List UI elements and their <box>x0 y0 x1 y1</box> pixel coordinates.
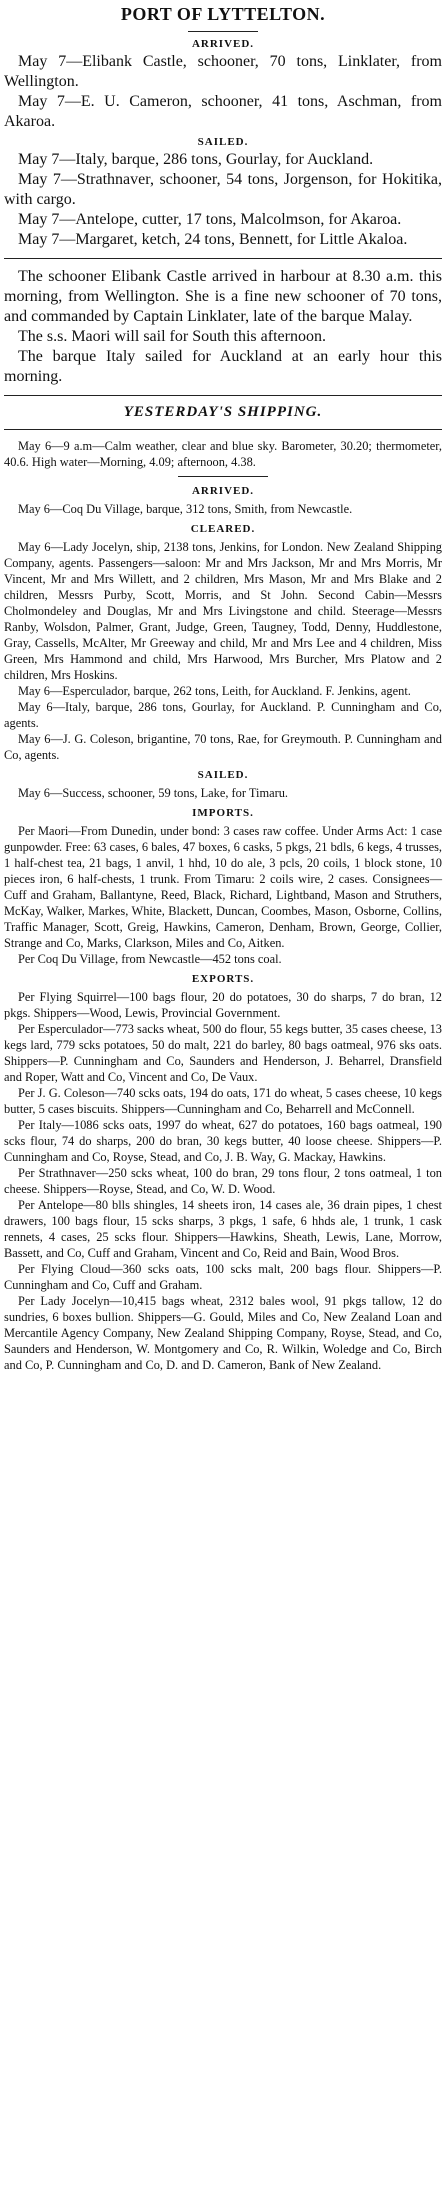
export-entry: Per Flying Cloud—360 scks oats, 100 scks malt, 200 bags flour. Shippers—P. Cunningham and Co, Cuff and Graham. <box>4 1262 442 1292</box>
arrival-entry: May 6—Coq Du Village, barque, 312 tons, Smith, from Newcastle. <box>18 502 353 516</box>
cleared-entry: May 6—Esperculador, barque, 262 tons, Leith, for Auckland. F. Jenkins, agent. <box>18 684 411 698</box>
cleared-entry: May 6—Lady Jocelyn, ship, 2138 tons, Jenkins, for London. New Zealand Shipping Company, agents. Passengers—saloon: Mr and Mrs Jackson, Mr and Mrs Morris, Mr Vincent, Mr and Mrs Willett, and 2 children, Mrs Mason, Mr and Mrs Blake and 2 children, Messrs Purby, Scott, Morris, and St John. Second Cabin—Messrs Cholmondeley and Douglas, Mr and Mrs Livingstone and child. Steerage—Messrs Ranby, Wolsdon, Palmer, Grant, Judge, Green, Taugney, Todd, Denny, Huddlestone, Gray, Cassells, McAlter, Mr Greeway and child, Mr and Mrs Lee and 4 children, Miss Green, Mrs Hammond and child, Mrs Harwood, Mrs Burcher, Mrs Platow and 2 children, Mrs Hoskins. <box>4 540 442 682</box>
export-entry: Per Italy—1086 scks oats, 1997 do wheat, 627 do potatoes, 160 bags oatmeal, 190 scks flour, 74 do sharps, 200 do bran, 30 kegs butter, 40 loose cheese. Shippers—P. Cunningham and Co, Royse, Stead, and Co, J. B. Way, G. Mackay, Hawkins. <box>4 1118 442 1164</box>
arrived-heading: ARRIVED. <box>191 38 255 50</box>
yesterday-section <box>4 438 442 1373</box>
export-entry: Per Lady Jocelyn—10,415 bags wheat, 2312 bales wool, 91 pkgs tallow, 12 do sundries, 6 boxes bullion. Shippers—G. Gould, Miles and Co, New Zealand Loan and Mercantile Agency Company, New Zealand Shipping Company, Royse, Stead, and Co, Saunders and Henderson, W. Montgomery and Co, R. Wilkin, Woledge and Co, Birch and Co, P. Cunningham and Co, D. and D. Cameron, Bank of New Zealand. <box>4 1294 442 1372</box>
section-divider <box>4 429 442 430</box>
news-paragraph: The schooner Elibank Castle arrived in harbour at 8.30 a.m. this morning, from Wellington. She is a fine new schooner of 70 tons, and commanded by Captain Linklater, late of the barque Malay. <box>4 268 442 325</box>
page-title: PORT OF LYTTELTON. <box>120 4 326 24</box>
arrived-list <box>4 52 442 132</box>
divider <box>188 31 258 32</box>
yesterday-shipping-title: YESTERDAY'S SHIPPING. <box>123 404 323 420</box>
sailing-entry: May 7—Antelope, cutter, 17 tons, Malcolmson, for Akaroa. <box>18 211 402 228</box>
import-entry: Per Maori—From Dunedin, under bond: 3 cases raw coffee. Under Arms Act: 1 case gunpowder. Free: 63 cases, 6 bales, 47 boxes, 6 casks, 5 pkgs, 21 bdls, 6 kegs, 4 trusses, 1 half-chest tea, 21 bags, 1 anvil, 1 hhd, 10 do ale, 3 pcls, 20 coils, 1 block stone, 10 pieces iron, 6 half-chests, 1 trunk. From Timaru: 2 coils wire, 2 cases. Consignees—Cuff and Graham, Ballantyne, Reed, Black, Richard, Lightband, Mason and Struthers, McKay, Walker, Markes, White, Blackett, Duncan, Coombes, Mason, Osborne, Collins, Traffic Manager, Scott, Greig, Hawkins, Cameron, Denham, Brown, George, Collier, Strange and Co, Marks, Clarkson, Miles and Co, Aitken. <box>4 824 442 950</box>
sailing-entry: May 7—Strathnaver, schooner, 54 tons, Jorgenson, for Hokitika, with cargo. <box>4 171 442 208</box>
export-entry: Per Flying Squirrel—100 bags flour, 20 do potatoes, 30 do sharps, 7 do bran, 12 pkgs. Shippers—Wood, Lewis, Provincial Government. <box>4 990 442 1020</box>
arrival-entry: May 7—Elibank Castle, schooner, 70 tons, Linklater, from Wellington. <box>4 53 442 90</box>
imports-heading: IMPORTS. <box>192 807 254 819</box>
y-arrived-heading: ARRIVED. <box>191 485 255 497</box>
cleared-entry: May 6—J. G. Coleson, brigantine, 70 tons, Rae, for Greymouth. P. Cunningham and Co, agents. <box>4 732 442 762</box>
export-entry: Per Esperculador—773 sacks wheat, 500 do flour, 55 kegs butter, 35 cases cheese, 13 kegs lard, 779 scks potatoes, 50 do malt, 221 do barley, 80 bags oatmeal, 976 sks oats. Shippers—P. Cunningham and Co, Saunders and Henderson, J. Beharrel, Dransfield and Roper, Watt and Co, Vincent and Co, De Vaux. <box>4 1022 442 1084</box>
sailed-heading: SAILED. <box>197 136 249 148</box>
export-entry: Per Antelope—80 blls shingles, 14 sheets iron, 14 cases ale, 36 drain pipes, 1 chest drawers, 100 bags flour, 15 scks sharps, 3 pkgs, 1 safe, 6 hhds ale, 1 trunk, 1 cask rennets, 4 cases, 25 scks flour. Shippers—Hawkins, Sheath, Lewis, Lane, Morrow, Bassett, and Co, Cuff and Graham, Vincent and Co, Reid and Bain, Wood Bros. <box>4 1198 442 1260</box>
section-divider <box>4 395 442 396</box>
sailed-list <box>4 150 442 250</box>
sailing-entry: May 7—Margaret, ketch, 24 tons, Bennett, for Little Akaloa. <box>18 231 408 248</box>
cleared-entry: May 6—Italy, barque, 286 tons, Gourlay, for Auckland. P. Cunningham and Co, agents. <box>4 700 442 730</box>
import-entry: Per Coq Du Village, from Newcastle—452 tons coal. <box>18 952 282 966</box>
weather-report: May 6—9 a.m—Calm weather, clear and blue sky. Barometer, 30.20; thermometer, 40.6. High water—Morning, 4.09; afternoon, 4.38. <box>4 439 442 469</box>
news-paragraph: The barque Italy sailed for Auckland at an early hour this morning. <box>4 348 442 385</box>
sailing-entry: May 6—Success, schooner, 59 tons, Lake, for Timaru. <box>18 786 288 800</box>
divider <box>178 476 268 477</box>
harbour-news <box>4 267 442 387</box>
arrival-entry: May 7—E. U. Cameron, schooner, 41 tons, Aschman, from Akaroa. <box>4 93 442 130</box>
exports-heading: EXPORTS. <box>191 973 255 985</box>
sailing-entry: May 7—Italy, barque, 286 tons, Gourlay, for Auckland. <box>18 151 374 168</box>
news-paragraph: The s.s. Maori will sail for South this afternoon. <box>18 328 326 345</box>
newspaper-column <box>4 0 442 1373</box>
cleared-heading: CLEARED. <box>190 523 256 535</box>
y-sailed-heading: SAILED. <box>197 769 249 781</box>
section-divider <box>4 258 442 259</box>
export-entry: Per J. G. Coleson—740 scks oats, 194 do oats, 171 do wheat, 5 cases cheese, 10 kegs butter, 5 cases biscuits. Shippers—Cunningham and Co, Beharrell and McConnell. <box>4 1086 442 1116</box>
export-entry: Per Strathnaver—250 scks wheat, 100 do bran, 29 tons flour, 2 tons oatmeal, 1 ton cheese. Shippers—Royse, Stead, and Co, W. D. Wood. <box>4 1166 442 1196</box>
